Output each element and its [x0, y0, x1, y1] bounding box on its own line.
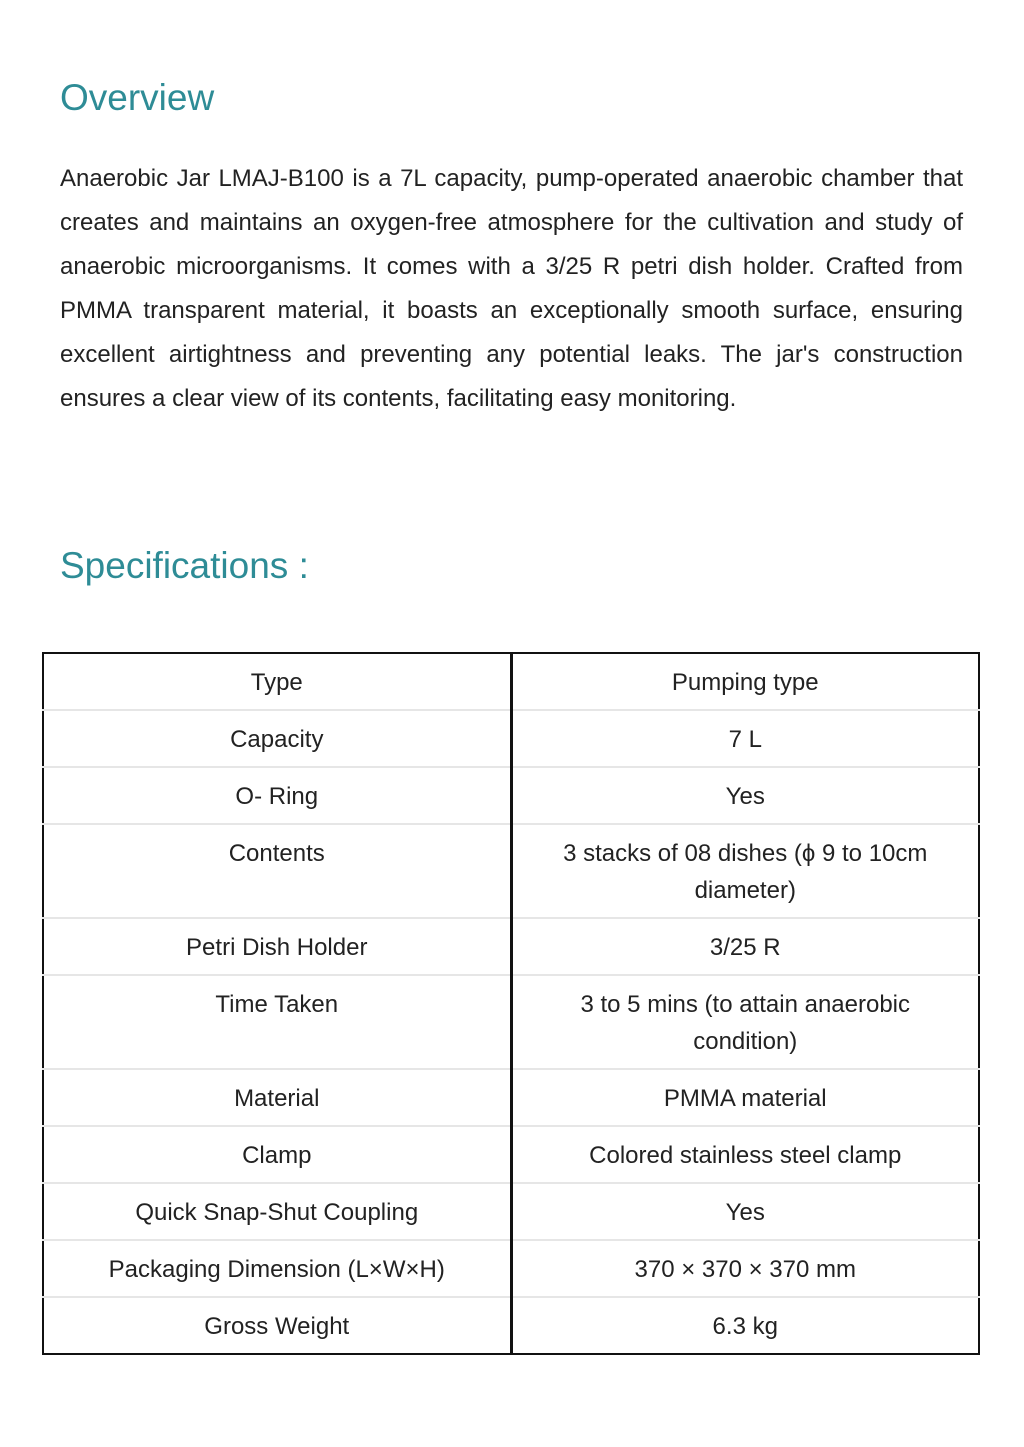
spec-value: 7 L — [511, 710, 979, 767]
table-row — [43, 1297, 979, 1354]
specifications-table — [42, 652, 980, 1355]
table-row — [43, 918, 979, 975]
overview-paragraph: Anaerobic Jar LMAJ-B100 is a 7L capacity, pump-operated anaerobic chamber that creates and maintains an oxygen-free atmosphere for the cultivation and study of anaerobic microorganisms. It comes with a 3/25 R petri dish holder. Crafted from PMMA transparent material, it boasts an exceptionally smooth surface, ensuring excellent airtightness and preventing any potential leaks. The jar's construction ensures a clear view of its contents, facilitating easy monitoring. — [60, 165, 963, 412]
table-row — [43, 1069, 979, 1126]
spec-label: Clamp — [43, 1126, 511, 1183]
overview-heading: Overview — [60, 77, 215, 118]
spec-value: Yes — [511, 767, 979, 824]
table-row — [43, 710, 979, 767]
spec-value: 3 to 5 mins (to attain anaerobic condition) — [511, 975, 979, 1069]
spec-label: O- Ring — [43, 767, 511, 824]
spec-label: Packaging Dimension (L×W×H) — [43, 1240, 511, 1297]
spec-value: 3 stacks of 08 dishes (ϕ 9 to 10cm diameter) — [511, 824, 979, 918]
spec-label: Gross Weight — [43, 1297, 511, 1354]
table-row — [43, 1183, 979, 1240]
spec-value: 3/25 R — [511, 918, 979, 975]
spec-value: Yes — [511, 1183, 979, 1240]
spec-label: Type — [43, 653, 511, 710]
spec-label: Material — [43, 1069, 511, 1126]
spec-label: Capacity — [43, 710, 511, 767]
spec-value: Colored stainless steel clamp — [511, 1126, 979, 1183]
table-row — [43, 824, 979, 918]
spec-label: Time Taken — [43, 975, 511, 1069]
table-row — [43, 1126, 979, 1183]
spec-label: Petri Dish Holder — [43, 918, 511, 975]
spec-label: Contents — [43, 824, 511, 918]
table-row — [43, 653, 979, 710]
spec-label: Quick Snap-Shut Coupling — [43, 1183, 511, 1240]
table-row — [43, 975, 979, 1069]
specifications-heading: Specifications : — [60, 545, 309, 586]
spec-value: PMMA material — [511, 1069, 979, 1126]
table-row — [43, 767, 979, 824]
table-row — [43, 1240, 979, 1297]
spec-value: Pumping type — [511, 653, 979, 710]
spec-value: 6.3 kg — [712, 1313, 778, 1340]
spec-value: 370 × 370 × 370 mm — [511, 1240, 979, 1297]
